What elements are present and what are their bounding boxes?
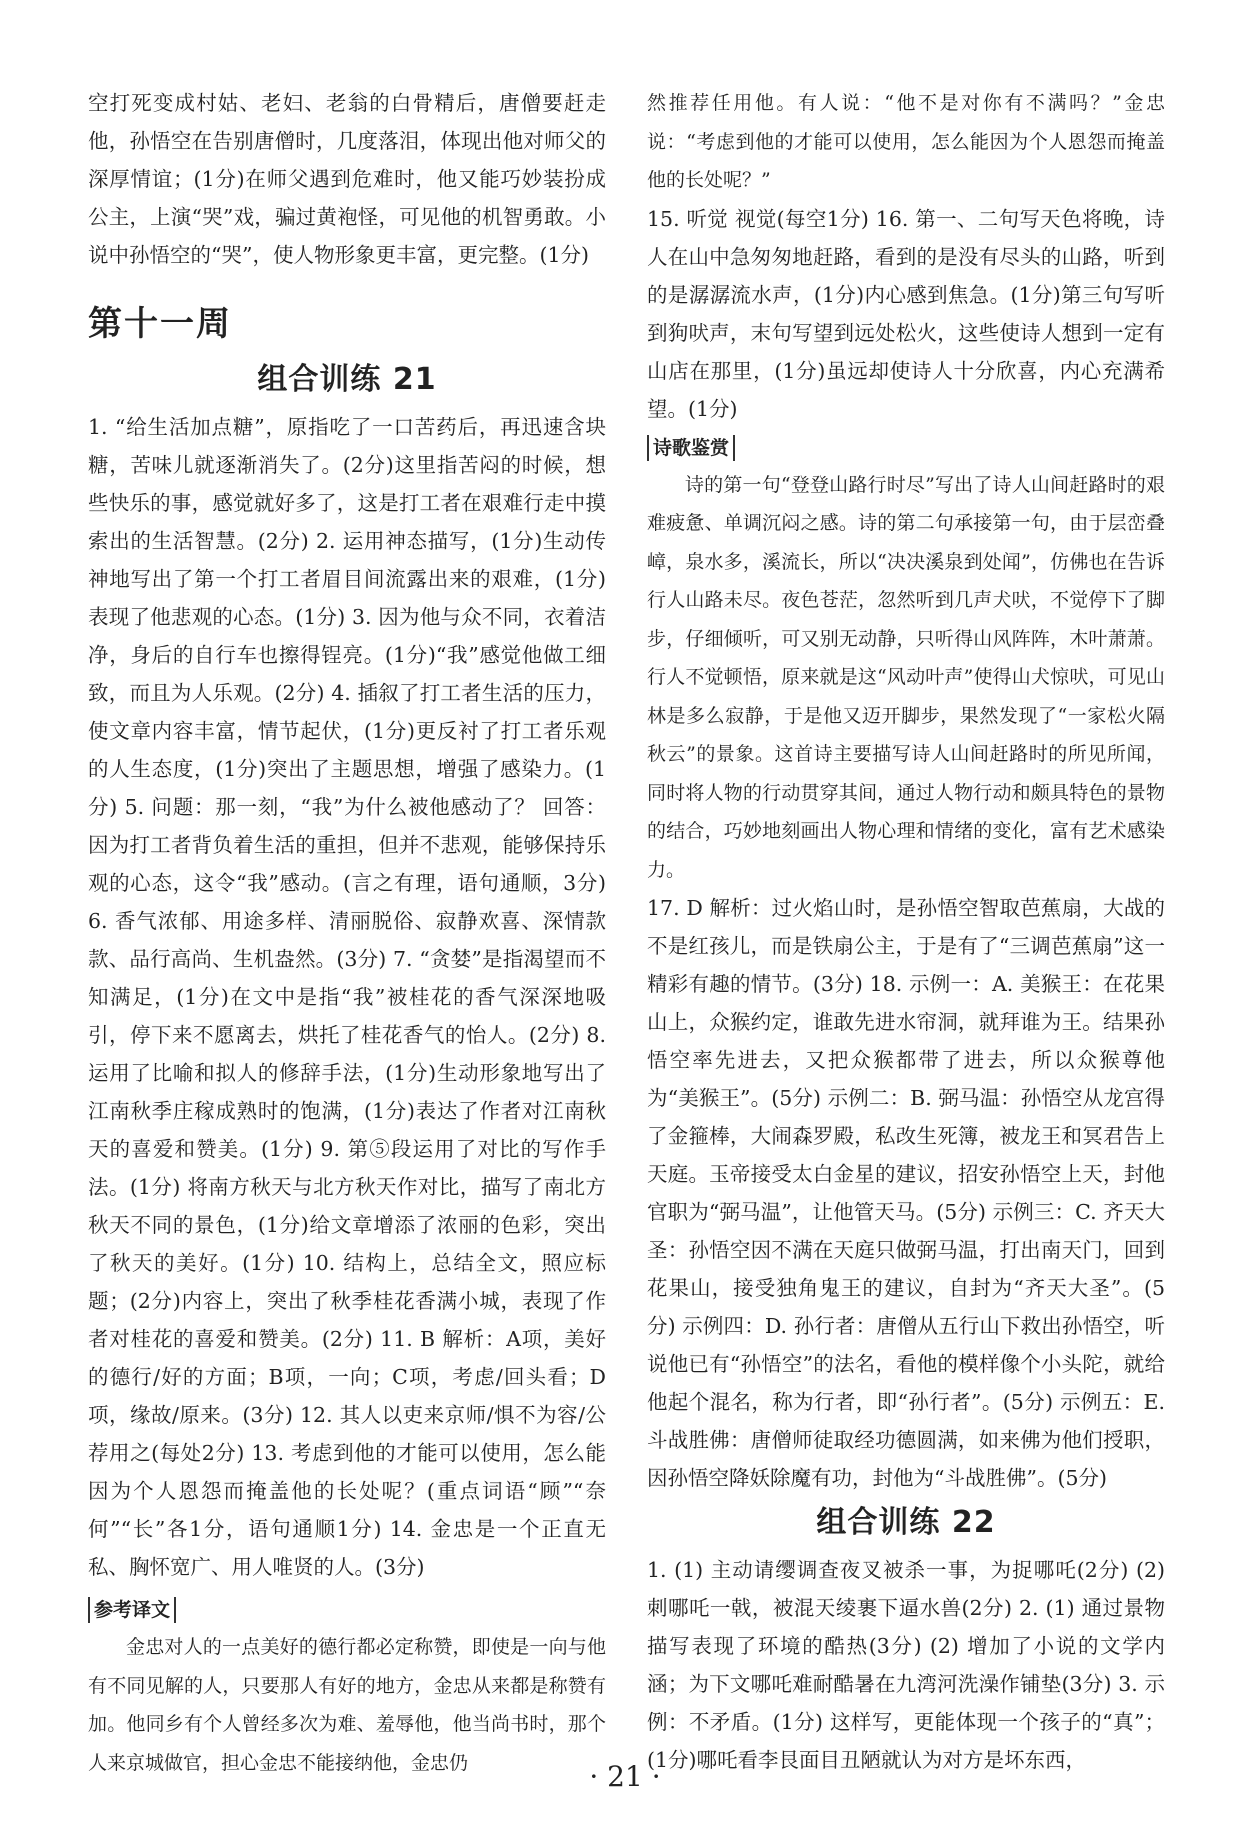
- translation-tag: 参考译文: [88, 1597, 176, 1623]
- answers-15-16: 15. 听觉 视觉(每空1分) 16. 第一、二句写天色将晚，诗人在山中急匆匆地赶路，看到的是没有尽头的山路，听到的是潺潺流水声，(1分)内心感到焦急。(1分)第三句写听到狗吠声，末句写望到远处松火，这些使诗人想到一定有山店在那里，(1分)虽远却使诗人十分欣喜，内心充满希望。(1分): [647, 206, 1165, 421]
- translation-continued: 然推荐任用他。有人说：“他不是对你有不满吗？”金忠说：“考虑到他的才能可以使用，怎么能因为个人恩怨而掩盖他的长处呢？”: [647, 92, 1165, 191]
- page-number: · 21 ·: [589, 1760, 661, 1793]
- week-title: 第十一周: [88, 304, 232, 344]
- training-title-21: 组合训练 21: [257, 362, 437, 397]
- answers-17-18: 17. D 解析：过火焰山时，是孙悟空智取芭蕉扇，大战的不是红孩儿，而是铁扇公主，于是有了“三调芭蕉扇”这一精彩有趣的情节。(3分) 18. 示例一：A. 美猴王：在花果山上，众猴约定，谁敢先进水帘洞，就拜谁为王。结果孙悟空率先进去，又把众猴都带了进去，所以众猴尊他为“美猴王”。(5分) 示例二：B. 弼马温：孙悟空从龙宫得了金箍棒，大闹森罗殿，私改生死簿，被龙王和冥君告上天庭。玉帝接受太白金星的建议，招安孙悟空上天，封他官职为“弼马温”，让他管天马。(5分) 示例三：C. 齐天大圣：孙悟空因不满在天庭只做弼马温，打出南天门，回到花果山，接受独角鬼王的建议，自封为“齐天大圣”。(5分) 示例四：D. 孙行者：唐僧从五行山下救出孙悟空，听说他已有“孙悟空”的法名，看他的模样像个小头陀，就给他起个混名，称为行者，即“孙行者”。(5分) 示例五：E. 斗战胜佛：唐僧师徒取经功德圆满，如来佛为他们授职，因孙悟空降妖除魔有功，封他为“斗战胜佛”。(5分): [647, 896, 1165, 1490]
- left-column: [88, 84, 606, 1782]
- translation-text: 金忠对人的一点美好的德行都必定称赞，即使是一向与他有不同见解的人，只要那人有好的地方，金忠从来都是称赞有加。他同乡有个人曾经多次为难、羞辱他，他当尚书时，那个人来京城做官，担心金忠不能接纳他，金忠仍: [88, 1636, 606, 1774]
- training-title-22: 组合训练 22: [816, 1505, 996, 1540]
- poetry-appreciation: 诗的第一句“登登山路行时尽”写出了诗人山间赶路时的艰难疲惫、单调沉闷之感。诗的第二句承接第一句，由于层峦叠嶂，泉水多，溪流长，所以“决决溪泉到处闻”，仿佛也在告诉行人山路未尽。夜色苍茫，忽然听到几声犬吠，不觉停下了脚步，仔细倾听，可又别无动静，只听得山风阵阵，木叶萧萧。行人不觉顿悟，原来就是这“风动叶声”使得山犬惊吠，可见山林是多么寂静，于是他又迈开脚步，果然发现了“一家松火隔秋云”的景象。这首诗主要描写诗人山间赶路时的所见所闻，同时将人物的行动贯穿其间，通过人物行动和颇具特色的景物的结合，巧妙地刻画出人物心理和情绪的变化，富有艺术感染力。: [647, 473, 1165, 881]
- answers-21: 1. “给生活加点糖”，原指吃了一口苦药后，再迅速含块糖，苦味儿就逐渐消失了。(2分)这里指苦闷的时候，想些快乐的事，感觉就好多了，这是打工者在艰难行走中摸索出的生活智慧。(2分) 2. 运用神态描写，(1分)生动传神地写出了第一个打工者眉目间流露出来的艰难，(1分)表现了他悲观的心态。(1分) 3. 因为他与众不同，衣着洁净，身后的自行车也擦得锃亮。(1分)“我”感觉他做工细致，而且为人乐观。(2分) 4. 插叙了打工者生活的压力，使文章内容丰富，情节起伏，(1分)更反衬了打工者乐观的人生态度，(1分)突出了主题思想，增强了感染力。(1分) 5. 问题：那一刻，“我”为什么被他感动了？ 回答：因为打工者背负着生活的重担，但并不悲观，能够保持乐观的心态，这令“我”感动。(言之有理，语句通顺，3分) 6. 香气浓郁、用途多样、清丽脱俗、寂静欢喜、深情款款、品行高尚、生机盎然。(3分) 7. “贪婪”是指渴望而不知满足，(1分)在文中是指“我”被桂花的香气深深地吸引，停下来不愿离去，烘托了桂花香气的怡人。(2分) 8. 运用了比喻和拟人的修辞手法，(1分)生动形象地写出了江南秋季庄稼成熟时的饱满，(1分)表达了作者对江南秋天的喜爱和赞美。(1分) 9. 第⑤段运用了对比的写作手法。(1分) 将南方秋天与北方秋天作对比，描写了南北方秋天不同的景色，(1分)给文章增添了浓丽的色彩，突出了秋天的美好。(1分) 10. 结构上，总结全文，照应标题；(2分)内容上，突出了秋季桂花香满小城，表现了作者对桂花的喜爱和赞美。(2分) 11. B 解析：A项，美好的德行/好的方面；B项，一向；C项，考虑/回头看；D项，缘故/原来。(3分) 12. 其人以吏来京师/惧不为容/公荐用之(每处2分) 13. 考虑到他的才能可以使用，怎么能因为个人恩怨而掩盖他的长处呢？(重点词语“顾”“奈何”“长”各1分，语句通顺1分) 14. 金忠是一个正直无私、胸怀宽广、用人唯贤的人。(3分): [88, 415, 606, 1579]
- answers-22: 1. (1) 主动请缨调查夜叉被杀一事，为捉哪吒(2分) (2) 刺哪吒一戟，被混天绫裹下逼水兽(2分) 2. (1) 通过景物描写表现了环境的酷热(3分) (2) 增加了小说的文学内涵；为下文哪吒难耐酷暑在九湾河洗澡作铺垫(3分) 3. 示例：不矛盾。(1分) 这样写，更能体现一个孩子的“真”；(1分)哪吒看李艮面目丑陋就认为对方是坏东西，: [647, 1558, 1165, 1772]
- intro-paragraph: 空打死变成村姑、老妇、老翁的白骨精后，唐僧要赶走他，孙悟空在告别唐僧时，几度落泪，体现出他对师父的深厚情谊；(1分)在师父遇到危难时，他又能巧妙装扮成公主，上演“哭”戏，骗过黄袍怪，可见他的机智勇敢。小说中孙悟空的“哭”，使人物形象更丰富，更完整。(1分): [88, 91, 606, 267]
- poetry-tag: 诗歌鉴赏: [647, 435, 735, 461]
- right-column: [647, 84, 1165, 1779]
